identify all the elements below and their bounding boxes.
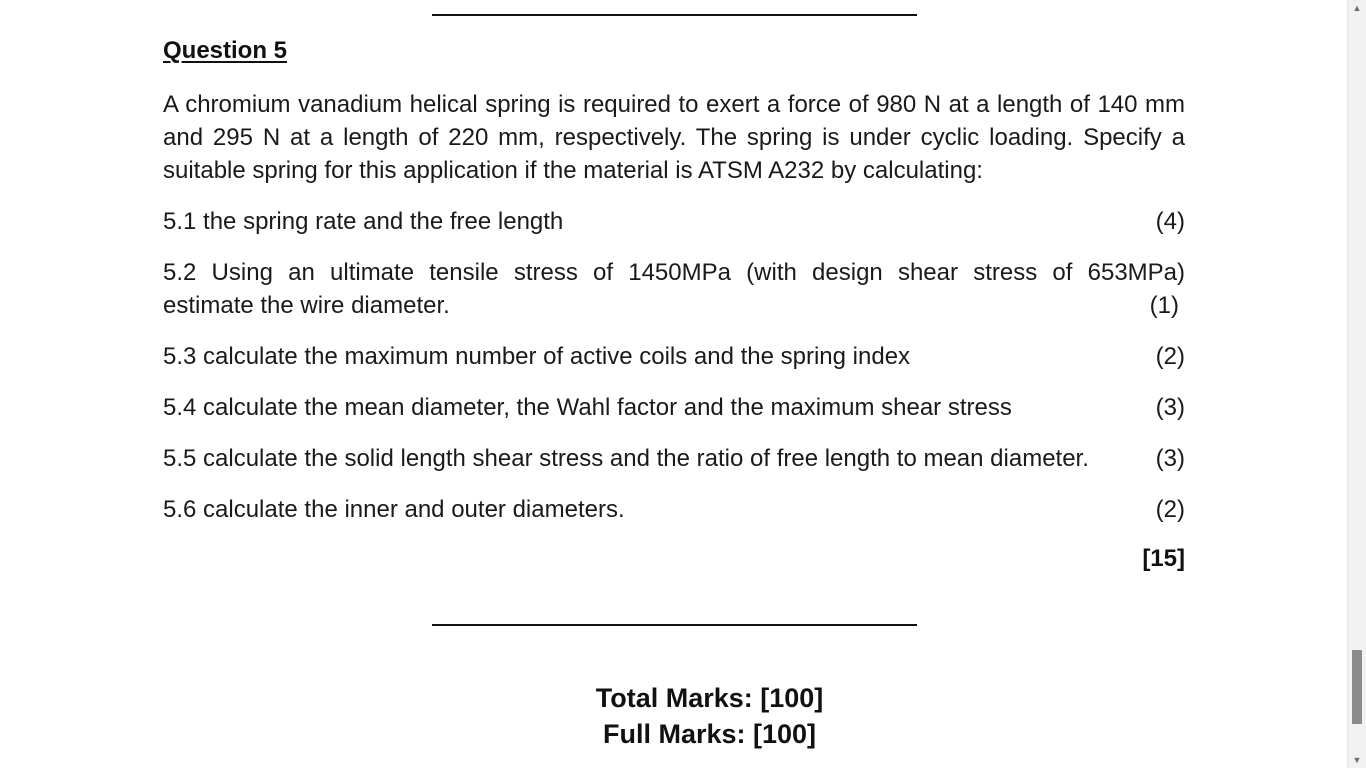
question-item-5-2 [163, 256, 1185, 322]
top-divider [432, 14, 917, 16]
item-text: estimate the wire diameter. [163, 292, 450, 319]
bottom-divider [432, 624, 917, 626]
item-text-line-2 [163, 289, 1185, 322]
full-marks: Full Marks: [100] [602, 719, 817, 749]
question-intro: A chromium vanadium helical spring is required to exert a force of 980 N at a length of 140 mm and 295 N at a length of 220 mm, respectively. The spring is under cyclic loading. Specify a suitable spring for this application if the material is ATSM A232 by calculating: [163, 91, 1185, 184]
item-marks: (2) [1155, 496, 1185, 523]
question-item-5-4 [163, 391, 1185, 424]
question-title: Question 5 [163, 37, 288, 64]
question-total-marks: [15] [1142, 545, 1185, 572]
chevron-down-icon[interactable]: ▼ [1352, 755, 1362, 765]
item-text: 5.5 calculate the solid length shear stress and the ratio of free length to mean diameter. [163, 445, 1089, 472]
vertical-scrollbar[interactable] [1347, 0, 1366, 768]
item-text: 5.1 the spring rate and the free length [163, 208, 564, 235]
item-text: 5.3 calculate the maximum number of active coils and the spring index [163, 343, 911, 370]
question-item-5-5 [163, 442, 1185, 475]
total-marks: Total Marks: [100] [595, 683, 824, 713]
question-item-5-1 [163, 205, 1185, 238]
scrollbar-thumb[interactable] [1352, 650, 1362, 724]
item-marks: (2) [1155, 343, 1185, 370]
question-item-5-3 [163, 340, 1185, 373]
item-marks: (3) [1155, 394, 1185, 421]
item-marks: (3) [1155, 445, 1185, 472]
item-text: 5.4 calculate the mean diameter, the Wahl factor and the maximum shear stress [163, 394, 1012, 421]
question-item-5-6 [163, 493, 1185, 526]
item-text: 5.6 calculate the inner and outer diameters. [163, 496, 625, 523]
item-marks: (4) [1155, 208, 1185, 235]
chevron-up-icon[interactable]: ▲ [1352, 3, 1362, 13]
item-marks: (1) [1149, 292, 1179, 319]
item-text-line-1: 5.2 Using an ultimate tensile stress of 1450MPa (with design shear stress of 653MPa) [163, 259, 1185, 286]
